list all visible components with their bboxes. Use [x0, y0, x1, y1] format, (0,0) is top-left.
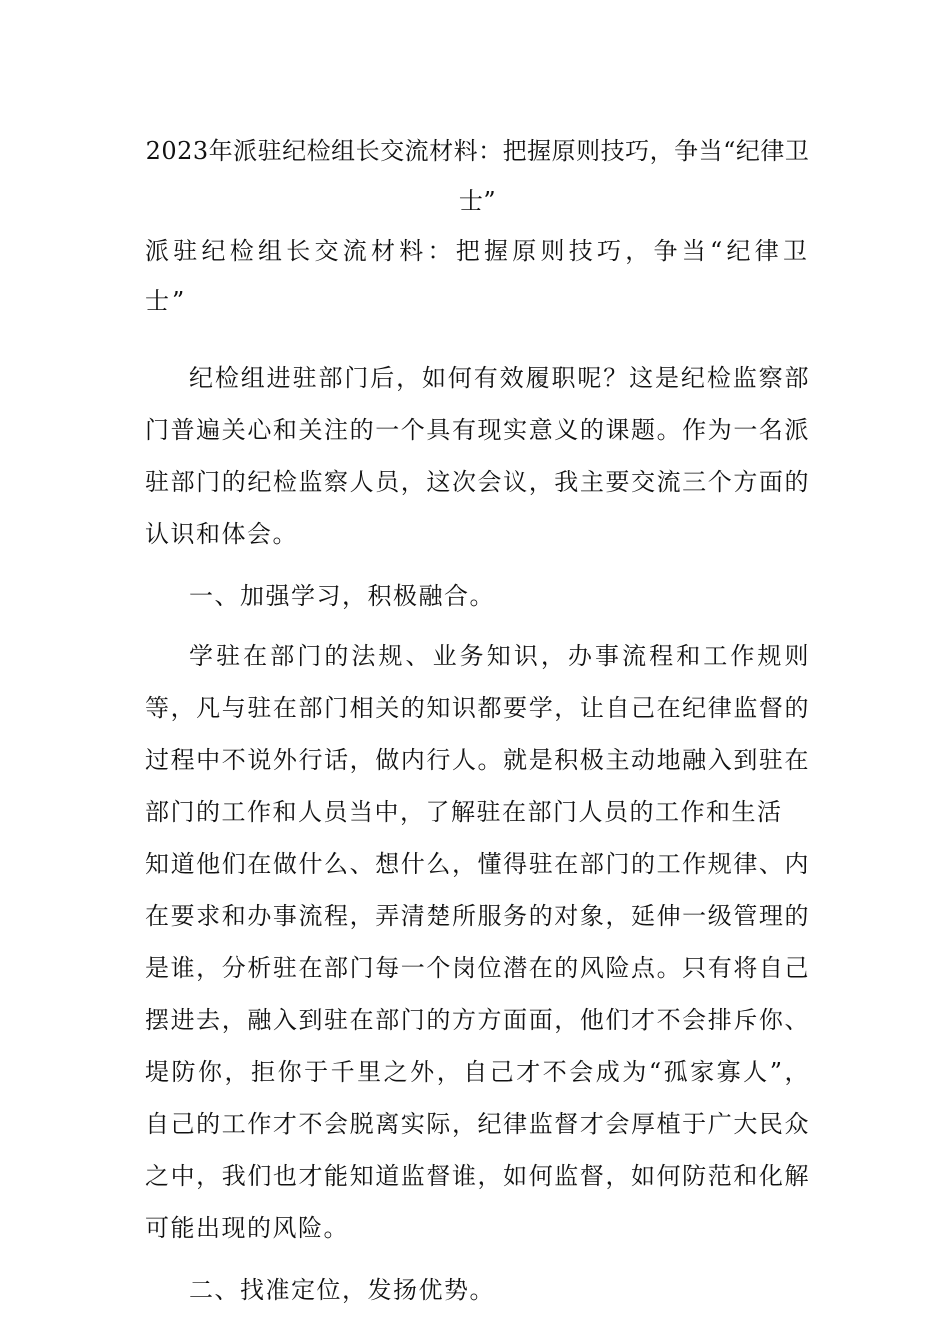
- section-1-heading: 一、加强学习，积极融合。: [189, 582, 495, 610]
- section-1-body: 学驻在部门的法规、业务知识，办事流程和工作规则等，凡与驻在部门相关的知识都要学，让自己在纪律监督的过程中不说外行话，做内行人。就是积极主动地融入到驻在部门的工作和人员当中，了解驻在部门人员的工作和生活 知道他们在做什么、想什么，懂得驻在部门的工作规律、内在要求和办事流程，弄清楚所服务的对象，延伸一级管理的是谁，分析驻在部门每一个岗位潜在的风险点。只有将自己摆进去，融入到驻在部门的方方面面，他们才不会排斥你、堤防你，拒你于千里之外，自己才不会成为“孤家寡人”，自己的工作才不会脱离实际，纪律监督才会厚植于广大民众之中，我们也才能知道监督谁，如何监督，如何防范和化解可能出现的风险。: [145, 642, 810, 1242]
- document-body: [145, 126, 810, 1316]
- intro-paragraph: 纪检组进驻部门后，如何有效履职呢？这是纪检监察部门普遍关心和关注的一个具有现实意义的课题。作为一名派驻部门的纪检监察人员，这次会议，我主要交流三个方面的认识和体会。: [145, 364, 810, 548]
- document-title: 2023年派驻纪检组长交流材料：把握原则技巧，争当“纪律卫士”: [145, 137, 810, 215]
- document-subtitle: 派驻纪检组长交流材料：把握原则技巧，争当“纪律卫士”: [145, 237, 810, 315]
- section-2-heading: 二、找准定位，发扬优势。: [189, 1276, 495, 1304]
